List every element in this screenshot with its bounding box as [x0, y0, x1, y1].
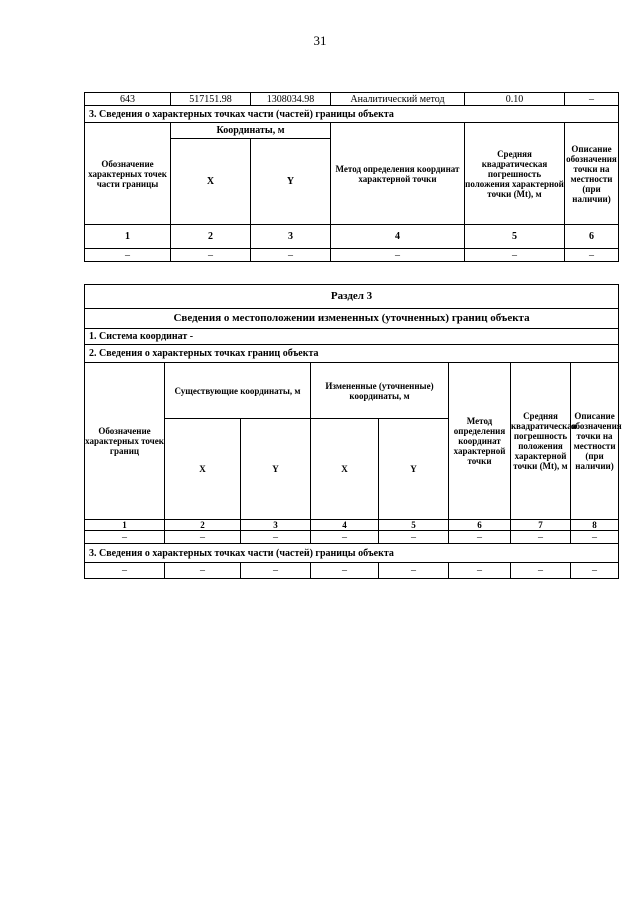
empty-cell: – — [241, 531, 311, 544]
column-number: 6 — [565, 225, 619, 249]
column-number: 3 — [241, 520, 311, 531]
part-section-title: 3. Сведения о характерных точках части (частей) границы объекта — [85, 106, 619, 123]
y-cell: 1308034.98 — [251, 93, 331, 106]
table-row — [85, 249, 619, 262]
column-number: 7 — [511, 520, 571, 531]
column-number: 4 — [311, 520, 379, 531]
table-row-643 — [85, 93, 619, 106]
column-number: 2 — [165, 520, 241, 531]
column-numbers-row — [85, 520, 619, 531]
coords-header: Координаты, м — [171, 123, 331, 139]
column-number: 1 — [85, 520, 165, 531]
empty-cell: – — [331, 249, 465, 262]
changed-coords-header: Измененные (уточненные) координаты, м — [311, 363, 449, 419]
y-header: Y — [241, 419, 311, 520]
x-cell: 517151.98 — [171, 93, 251, 106]
page-number: 31 — [313, 33, 327, 48]
method-header: Метод определения координат характерной точки — [449, 363, 511, 520]
empty-cell: – — [85, 563, 165, 579]
accuracy-header: Средняя квадратическая погрешность положения характерной точки (Mt), м — [465, 123, 565, 225]
column-number: 1 — [85, 225, 171, 249]
column-number: 4 — [331, 225, 465, 249]
continuation-table — [84, 92, 619, 262]
section-title: Раздел 3 — [85, 285, 619, 309]
description-header: Описание обозначения точки на местности (при наличии) — [571, 363, 619, 520]
empty-cell: – — [379, 531, 449, 544]
accuracy-cell: 0.10 — [465, 93, 565, 106]
description-header: Описание обозначения точки на местности (при наличии) — [565, 123, 619, 225]
section-subtitle: Сведения о местоположении измененных (уточненных) границ объекта — [85, 309, 619, 329]
column-numbers-row — [85, 225, 619, 249]
table-row — [85, 563, 619, 579]
empty-cell: – — [311, 531, 379, 544]
point-number-cell: 643 — [85, 93, 171, 106]
y-header: Y — [379, 419, 449, 520]
method-header: Метод определения координат характерной точки — [331, 123, 465, 225]
empty-cell: – — [165, 563, 241, 579]
column-number: 5 — [379, 520, 449, 531]
column-number: 3 — [251, 225, 331, 249]
existing-coords-header: Существующие координаты, м — [165, 363, 311, 419]
empty-cell: – — [511, 563, 571, 579]
empty-cell: – — [171, 249, 251, 262]
designation-header: Обозначение характерных точек части границы — [85, 123, 171, 225]
empty-cell: – — [311, 563, 379, 579]
x-header: X — [165, 419, 241, 520]
designation-header: Обозначение характерных точек границ — [85, 363, 165, 520]
points-section-title: 2. Сведения о характерных точках границ объекта — [85, 345, 619, 363]
accuracy-header: Средняя квадратическая погрешность положения характерной точки (Mt), м — [511, 363, 571, 520]
column-number: 8 — [571, 520, 619, 531]
column-number: 5 — [465, 225, 565, 249]
empty-cell: – — [85, 531, 165, 544]
empty-cell: – — [251, 249, 331, 262]
empty-cell: – — [165, 531, 241, 544]
y-header: Y — [251, 139, 331, 225]
section-3-table — [84, 284, 622, 579]
part-section-title: 3. Сведения о характерных точках части (частей) границы объекта — [85, 544, 619, 563]
empty-cell: – — [379, 563, 449, 579]
column-number: 6 — [449, 520, 511, 531]
table-row — [85, 531, 619, 544]
column-number: 2 — [171, 225, 251, 249]
x-header: X — [171, 139, 251, 225]
empty-cell: – — [465, 249, 565, 262]
empty-cell: – — [85, 249, 171, 262]
empty-cell: – — [241, 563, 311, 579]
description-cell: – — [565, 93, 619, 106]
coordinate-system-row: 1. Система координат - — [85, 329, 619, 345]
empty-cell: – — [449, 531, 511, 544]
empty-cell: – — [571, 531, 619, 544]
x-header: X — [311, 419, 379, 520]
empty-cell: – — [511, 531, 571, 544]
empty-cell: – — [449, 563, 511, 579]
method-cell: Аналитический метод — [331, 93, 465, 106]
empty-cell: – — [565, 249, 619, 262]
empty-cell: – — [571, 563, 619, 579]
